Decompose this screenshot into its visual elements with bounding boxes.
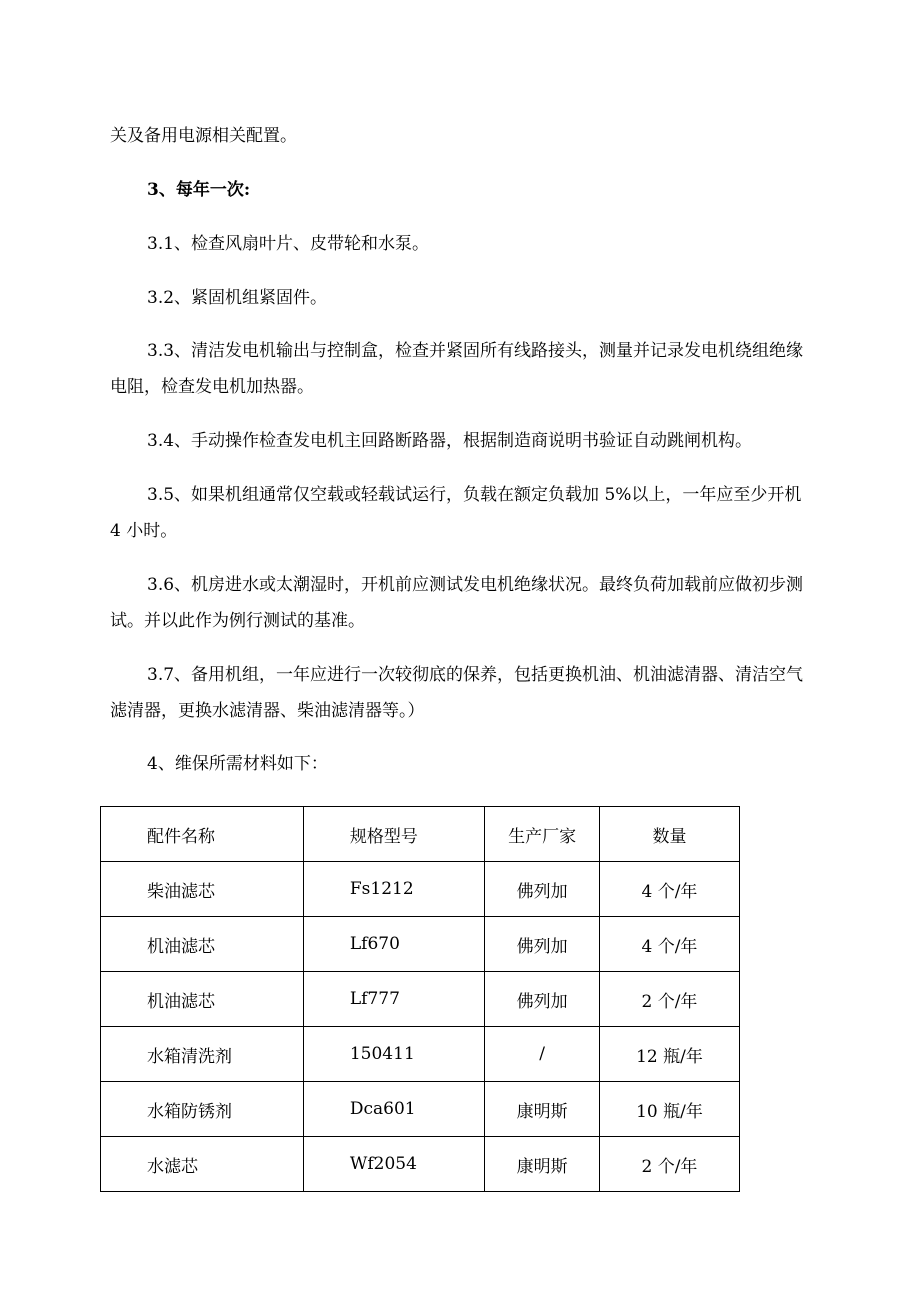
header-model: 规格型号 xyxy=(303,807,484,862)
table-row xyxy=(101,1137,740,1192)
paragraph-3-1: 3.1、检查风扇叶片、皮带轮和水泵。 xyxy=(147,234,430,254)
cell-quantity: 2 个/年 xyxy=(599,972,739,1027)
cell-model: Fs1212 xyxy=(303,862,484,917)
cell-manufacturer: 佛列加 xyxy=(485,862,600,917)
header-quantity: 数量 xyxy=(599,807,739,862)
cell-part-name: 水滤芯 xyxy=(101,1137,304,1192)
table-row xyxy=(101,1027,740,1082)
cell-manufacturer: 康明斯 xyxy=(485,1082,600,1137)
cell-manufacturer: / xyxy=(485,1027,600,1082)
cell-part-name: 水箱防锈剂 xyxy=(101,1082,304,1137)
paragraph-3-4: 3.4、手动操作检查发电机主回路断路器，根据制造商说明书验证自动跳闸机构。 xyxy=(147,431,753,451)
section-heading-materials: 4、维保所需材料如下： xyxy=(147,754,328,774)
cell-quantity: 10 瓶/年 xyxy=(599,1082,739,1137)
table-row xyxy=(101,972,740,1027)
paragraph-3-3: 3.3、清洁发电机输出与控制盒，检查并紧固所有线路接头，测量并记录发电机绕组绝缘电阻，检查发电机加热器。 xyxy=(110,341,804,397)
cell-part-name: 柴油滤芯 xyxy=(101,862,304,917)
cell-part-name: 机油滤芯 xyxy=(101,917,304,972)
materials-table xyxy=(100,806,740,1192)
cell-quantity: 4 个/年 xyxy=(599,917,739,972)
cell-model: 150411 xyxy=(303,1027,484,1082)
cell-model: Wf2054 xyxy=(303,1137,484,1192)
cell-manufacturer: 康明斯 xyxy=(485,1137,600,1192)
cell-part-name: 机油滤芯 xyxy=(101,972,304,1027)
section-heading-annual: 3、每年一次: xyxy=(147,180,251,200)
table-header-row xyxy=(101,807,740,862)
header-part-name: 配件名称 xyxy=(101,807,304,862)
table-row xyxy=(101,917,740,972)
header-manufacturer: 生产厂家 xyxy=(485,807,600,862)
cell-quantity: 2 个/年 xyxy=(599,1137,739,1192)
paragraph-3-7: 3.7、备用机组，一年应进行一次较彻底的保养，包括更换机油、机油滤清器、清洁空气滤清器，更换水滤清器、柴油滤清器等。） xyxy=(110,665,804,721)
cell-model: Dca601 xyxy=(303,1082,484,1137)
cell-part-name: 水箱清洗剂 xyxy=(101,1027,304,1082)
paragraph-3-5: 3.5、如果机组通常仅空载或轻载试运行，负载在额定负载加 5%以上，一年应至少开机 4 小时。 xyxy=(110,485,802,541)
cell-quantity: 4 个/年 xyxy=(599,862,739,917)
cell-manufacturer: 佛列加 xyxy=(485,972,600,1027)
cell-manufacturer: 佛列加 xyxy=(485,917,600,972)
cell-model: Lf670 xyxy=(303,917,484,972)
cell-model: Lf777 xyxy=(303,972,484,1027)
paragraph-continuation: 关及备用电源相关配置。 xyxy=(110,126,297,146)
paragraph-3-6: 3.6、机房进水或太潮湿时，开机前应测试发电机绝缘状况。最终负荷加载前应做初步测试。并以此作为例行测试的基准。 xyxy=(110,575,804,631)
table-row xyxy=(101,1082,740,1137)
table-row xyxy=(101,862,740,917)
paragraph-3-2: 3.2、紧固机组紧固件。 xyxy=(147,288,328,308)
cell-quantity: 12 瓶/年 xyxy=(599,1027,739,1082)
